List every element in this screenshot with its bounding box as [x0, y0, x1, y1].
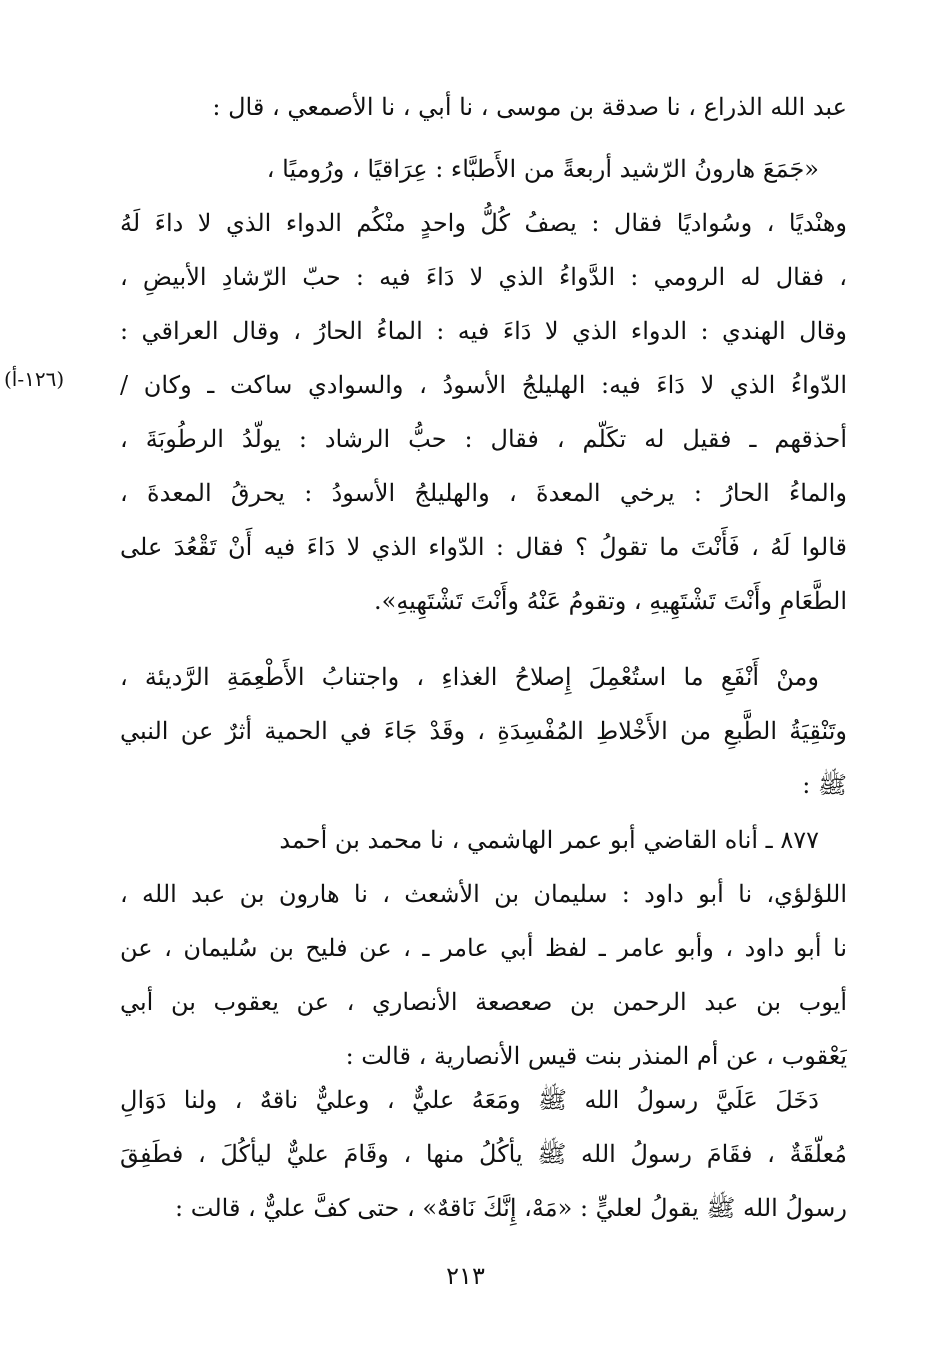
- paragraph-4: [120, 813, 847, 1083]
- margin-note: (١٢٦-أ): [4, 367, 65, 391]
- text-line: الطَّعَامِ وأَنْتَ تَشْتَهِيهِ ، وتقومُ عَنْهُ وأَنْتَ تَشْتَهِيهِ».: [374, 587, 847, 615]
- paragraph-5: [120, 1073, 847, 1235]
- text-line: نا أبو داود ، وأبو عامر ـ لفظ أبي عامر ـ ، عن فليح بن سُليمان ، عن: [120, 934, 847, 962]
- paragraph-1: [120, 80, 847, 134]
- text-line: ﷺ :: [802, 771, 847, 799]
- paragraph-3: [120, 650, 847, 812]
- text-line: مُعلّقَةٌ ، فقَامَ رسولُ الله ﷺ يأكُلُ منها ، وقَامَ عليٌّ ليأكُلَ ، فطَفِقَ: [120, 1140, 847, 1168]
- text-line: قالوا لَهُ ، فَأَنْتَ ما تقولُ ؟ فقال : الدّواء الذي لا دَاءَ فيه أَنْ تَقْعُدَ على: [120, 533, 847, 561]
- text-line: أحذقهم ـ فقيل له تكَلّم ، فقال : حبُّ الرشاد : يولّدُ الرطُوبَةَ ،: [120, 425, 847, 453]
- text-line: وهنْديًا ، وسُواديًا فقال : يصفُ كُلُّ واحدٍ منْكُم الدواء الذي لا داءَ لَهُ: [120, 209, 847, 237]
- text-line: أيوب بن عبد الرحمن بن صعصعة الأنصاري ، عن يعقوب بن أبي: [120, 988, 847, 1016]
- text-line: وتَنْقِيَةُ الطَّبعِ من الأَخْلاطِ المُفْسِدَةِ ، وقَدْ جَاءَ في الحمية أثرٌ عن النبي: [120, 717, 847, 745]
- text-line: وقال الهندي : الدواء الذي لا دَاءَ فيه : الماءُ الحارُ ، وقال العراقي :: [120, 317, 847, 345]
- text-line: عبد الله الذراع ، نا صدقة بن موسى ، نا أبي ، نا الأصمعي ، قال :: [212, 93, 847, 121]
- text-line: الدّواءُ الذي لا دَاءَ فيه: الهليلجُ الأسودُ ، والسوادي ساكت ـ وكان /: [120, 371, 847, 399]
- text-line: يَعْقوب ، عن أم المنذر بنت قيس الأنصارية ، قالت :: [345, 1042, 847, 1070]
- text-line: رسولُ الله ﷺ يقولُ لعليٍّ : «مَهْ، إِنَّكَ نَاقهٌ» ، حتى كفَّ عليٌّ ، قالت :: [175, 1194, 847, 1222]
- text-line: دَخَلَ عَلَيَّ رسولُ الله ﷺ ومَعَهُ عليٌّ ، وعليٌّ ناقهٌ ، ولنا دَوَالِ: [120, 1086, 819, 1114]
- page-number: ٢١٣: [446, 1262, 485, 1290]
- text-line: ، فقال له الرومي : الدَّواءُ الذي لا دَاءَ فيه : حبّ الرّشادِ الأبيضِ ،: [120, 263, 847, 291]
- text-line: والماءُ الحارُ : يرخي المعدةَ ، والهليلجُ الأسودُ : يحرقُ المعدةَ ،: [120, 479, 847, 507]
- text-line: اللؤلؤي، نا أبو داود : سليمان بن الأشعث ، نا هارون بن عبد الله ،: [120, 880, 847, 908]
- text-line: ٨٧٧ ـ أناه القاضي أبو عمر الهاشمي ، نا محمد بن أحمد: [279, 826, 819, 854]
- text-line: ومنْ أَنْفَعِ ما استُعْمِلَ إِصلاحُ الغذاءِ ، واجتنابُ الأَطْعِمَةِ الرَّديئة ،: [120, 663, 819, 691]
- paragraph-2: [120, 142, 847, 628]
- text-line: «جَمَعَ هارونُ الرّشيد أربعةً من الأَطبَّاء : عِرَاقيًا ، ورُوميًا ،: [266, 155, 819, 183]
